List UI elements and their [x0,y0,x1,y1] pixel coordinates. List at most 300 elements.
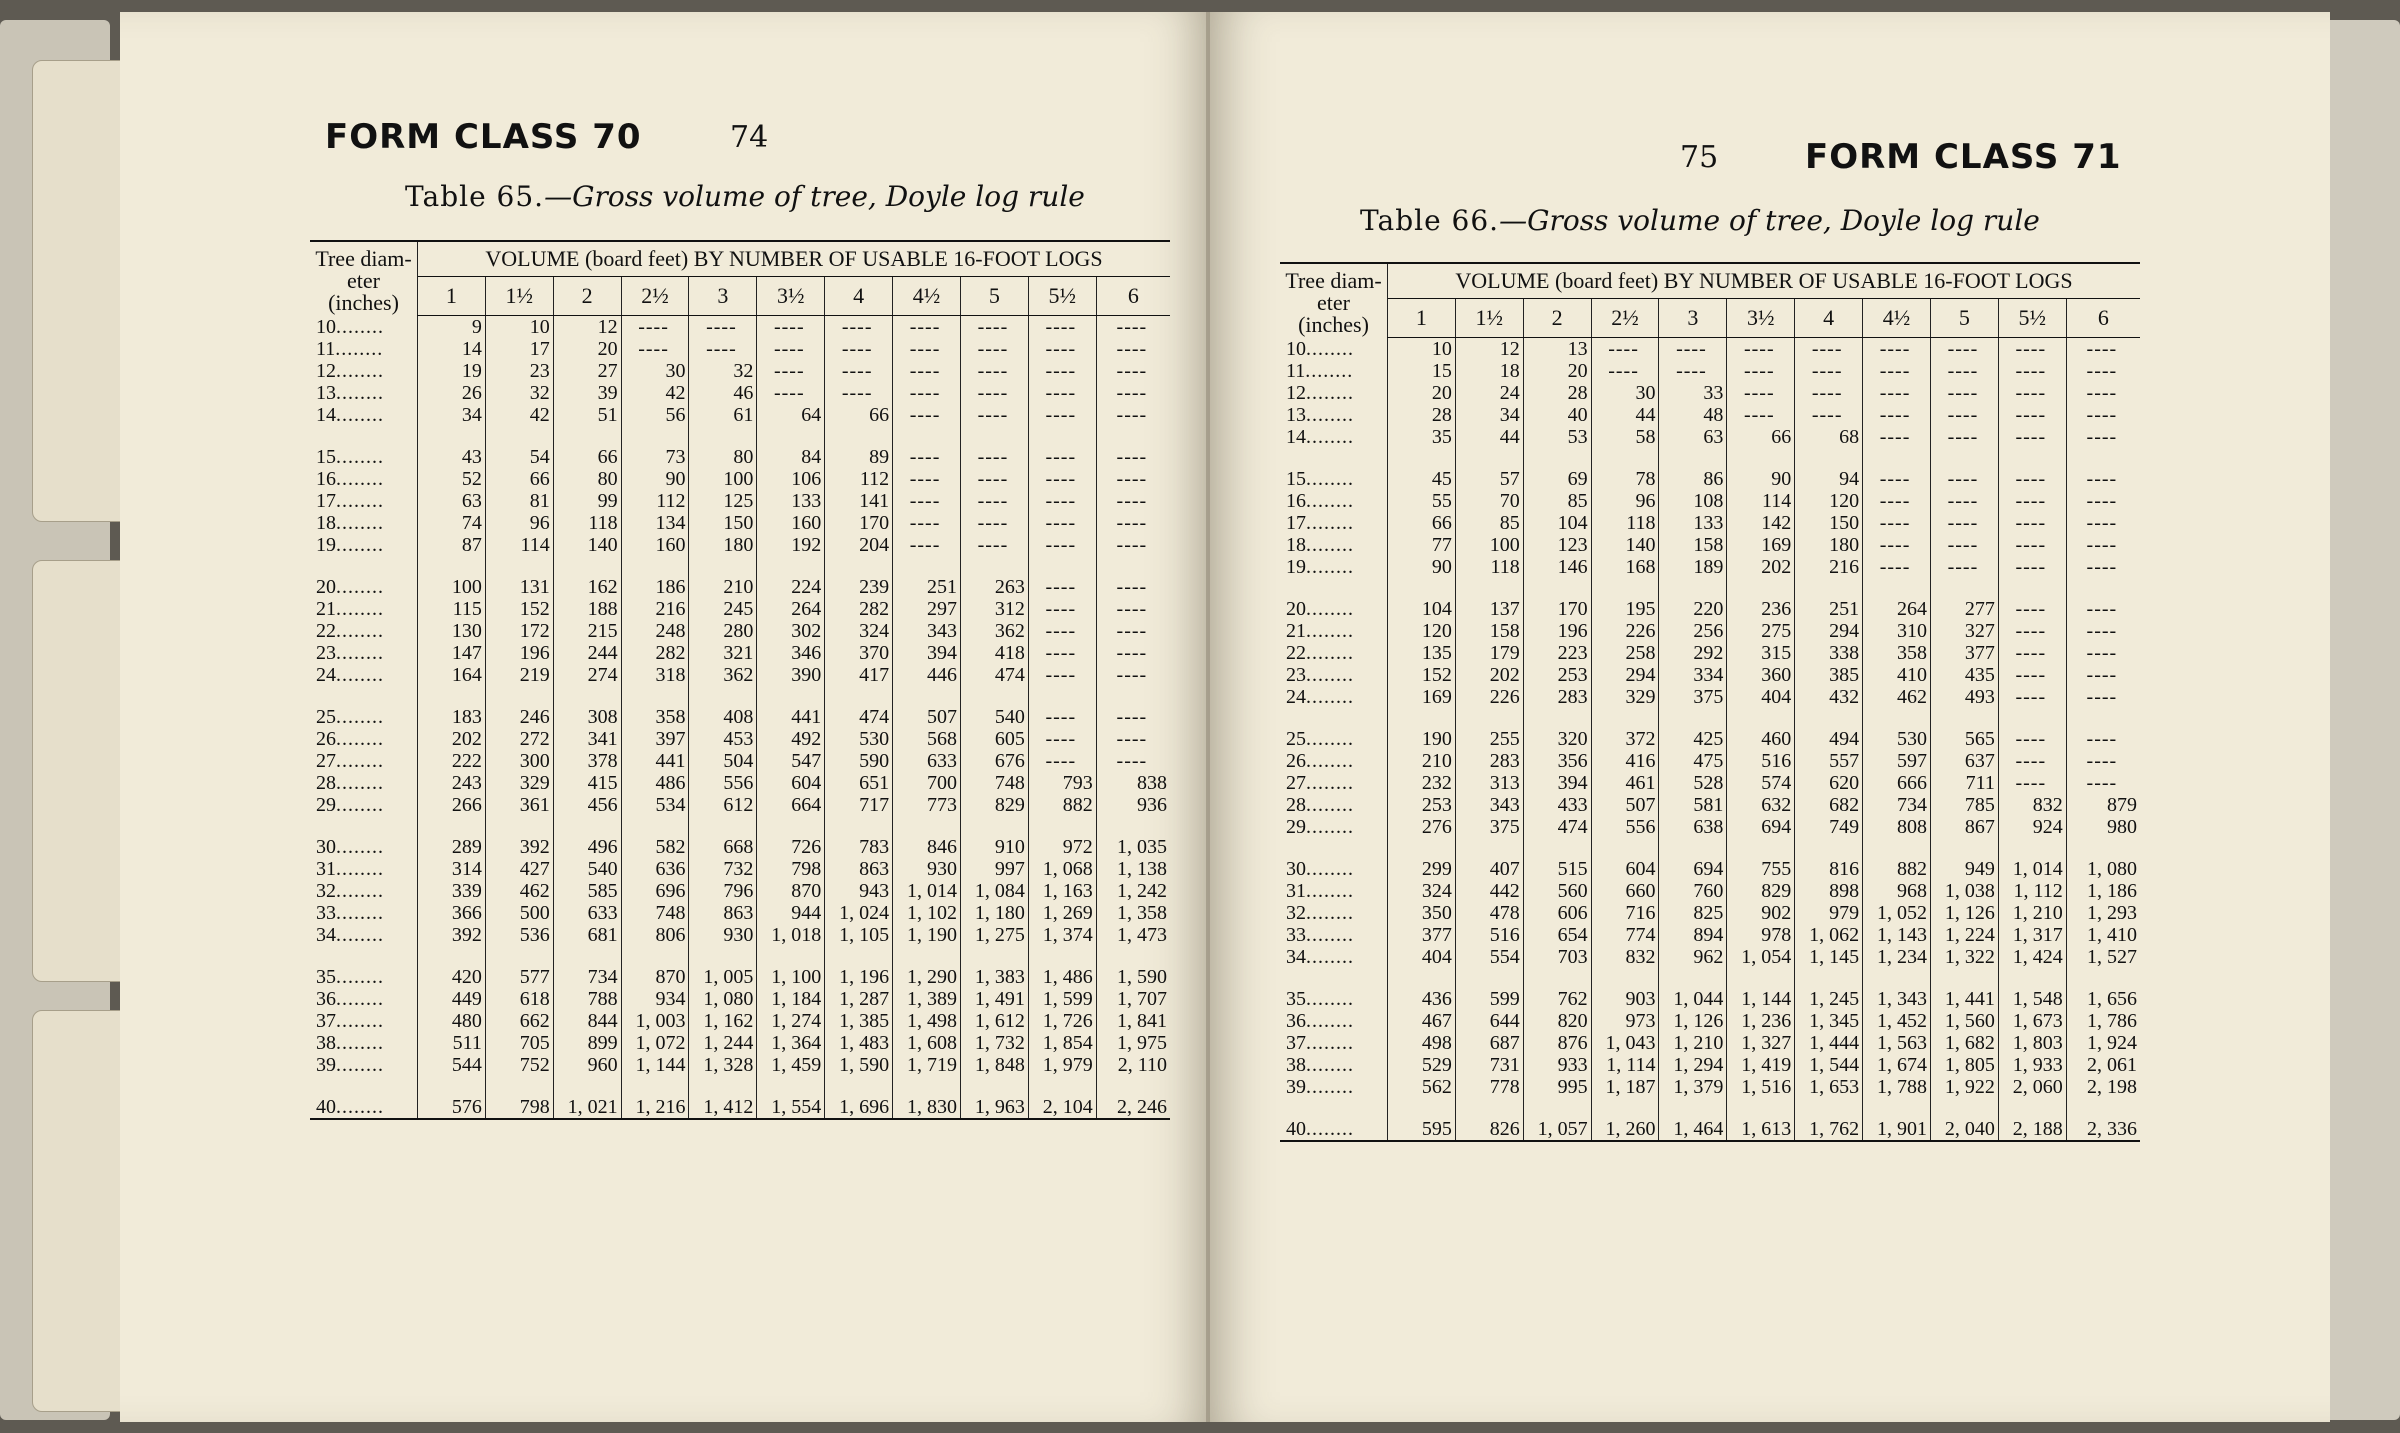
volume-cell: ---- [1028,664,1096,686]
volume-cell: ---- [960,382,1028,404]
volume-cell: 1, 105 [825,924,893,946]
table-row [310,446,1170,468]
column-header-volume: VOLUME (board feet) BY NUMBER OF USABLE 16-FOOT LOGS [1387,263,2140,299]
volume-cell: ---- [1998,512,2066,534]
volume-cell: 168 [1591,556,1659,578]
table-row [310,880,1170,902]
volume-cell: 1, 317 [1998,924,2066,946]
volume-cell: ---- [893,360,961,382]
volume-cell: 496 [553,836,621,858]
leader-dots: ........ [336,1054,384,1076]
volume-cell: 170 [1523,598,1591,620]
volume-cell: 1, 100 [757,966,825,988]
spacer-cell [689,946,757,966]
volume-cell: 1, 084 [960,880,1028,902]
volume-cell: 204 [825,534,893,556]
table-row [310,706,1170,728]
spacer-cell [1591,838,1659,858]
volume-cell: ---- [1028,360,1096,382]
volume-cell: ---- [1998,468,2066,490]
volume-cell: 1, 673 [1998,1010,2066,1032]
volume-cell: 26 [417,382,485,404]
volume-cell: 86 [1659,468,1727,490]
spacer-cell [1387,448,1455,468]
volume-cell: 1, 788 [1863,1076,1931,1098]
volume-cell: 788 [553,988,621,1010]
volume-cell: 1, 145 [1795,946,1863,968]
diameter-cell: 16........ [1286,490,1354,512]
diameter-cell: 23........ [1286,664,1354,686]
volume-cell: 314 [417,858,485,880]
volume-cell: ---- [1795,382,1863,404]
volume-cell: 14 [417,338,485,360]
spacer-cell [757,426,825,446]
volume-cell: 1, 707 [1096,988,1170,1010]
spacer-cell [1455,838,1523,858]
spacer-cell [1280,578,1387,598]
table-row [1280,404,2140,426]
diameter-cell: 27........ [1286,772,1354,794]
spacer-cell [825,686,893,706]
volume-cell: ---- [621,316,689,339]
volume-cell: 726 [757,836,825,858]
leader-dots: ........ [336,988,384,1010]
volume-cell: 216 [1795,556,1863,578]
volume-cell: 90 [1727,468,1795,490]
volume-cell: 838 [1096,772,1170,794]
volume-cell: 81 [485,490,553,512]
volume-cell: 246 [485,706,553,728]
leader-dots: ........ [1306,1032,1354,1054]
spacer-cell [417,686,485,706]
volume-cell: 222 [417,750,485,772]
log-number-header: 1½ [485,277,553,316]
volume-cell: 68 [1795,426,1863,448]
volume-cell: 1, 444 [1795,1032,1863,1054]
spacer-cell [825,426,893,446]
log-number-header: 1 [1387,299,1455,338]
volume-cell: 1, 560 [1930,1010,1998,1032]
volume-cell: ---- [2066,512,2140,534]
volume-cell: 660 [1591,880,1659,902]
diameter-cell: 34........ [1286,946,1354,968]
spacer-cell [1795,578,1863,598]
spacer-cell [1659,1098,1727,1118]
volume-cell: 394 [1523,772,1591,794]
table-row [1280,534,2140,556]
volume-cell: 703 [1523,946,1591,968]
volume-cell: 1, 180 [960,902,1028,924]
volume-cell: 1, 003 [621,1010,689,1032]
volume-cell: 1, 674 [1863,1054,1931,1076]
volume-cell: ---- [1930,360,1998,382]
volume-cell: 1, 830 [893,1096,961,1119]
spacer-cell [1930,578,1998,598]
volume-cell: 253 [1387,794,1455,816]
volume-cell: 581 [1659,794,1727,816]
volume-cell: 504 [689,750,757,772]
volume-cell: 474 [1523,816,1591,838]
volume-cell: 253 [1523,664,1591,686]
volume-cell: ---- [1795,360,1863,382]
volume-cell: 1, 224 [1930,924,1998,946]
table-row [310,534,1170,556]
volume-cell: 255 [1455,728,1523,750]
volume-cell: ---- [1727,338,1795,361]
volume-cell: 530 [1863,728,1931,750]
volume-cell: 189 [1659,556,1727,578]
volume-cell: 358 [1863,642,1931,664]
volume-cell: 1, 112 [1998,880,2066,902]
volume-cell: ---- [1998,490,2066,512]
volume-cell: 87 [417,534,485,556]
volume-cell: 20 [1523,360,1591,382]
table-row [310,316,1170,339]
spacer-cell [757,556,825,576]
volume-cell: 1, 419 [1727,1054,1795,1076]
log-number-header: 2 [1523,299,1591,338]
volume-cell: 435 [1930,664,1998,686]
volume-cell: 973 [1591,1010,1659,1032]
volume-cell: 511 [417,1032,485,1054]
diameter-cell: 16........ [316,468,384,490]
volume-cell: 1, 590 [1096,966,1170,988]
volume-cell: ---- [757,316,825,339]
volume-cell: 48 [1659,404,1727,426]
volume-cell: ---- [2066,620,2140,642]
volume-cell: 1, 805 [1930,1054,1998,1076]
volume-cell: 574 [1727,772,1795,794]
table-row [310,1010,1170,1032]
volume-cell: ---- [893,338,961,360]
volume-cell: 1, 294 [1659,1054,1727,1076]
volume-cell: ---- [825,338,893,360]
log-number-header: 6 [2066,299,2140,338]
leader-dots: ........ [1306,794,1354,816]
volume-cell: 870 [621,966,689,988]
volume-cell: 968 [1863,880,1931,902]
volume-cell: 705 [485,1032,553,1054]
volume-cell: 377 [1930,642,1998,664]
volume-cell: 936 [1096,794,1170,816]
volume-cell: 360 [1727,664,1795,686]
log-number-header: 3 [689,277,757,316]
spacer-cell [1523,448,1591,468]
volume-cell: 100 [417,576,485,598]
volume-cell: 334 [1659,664,1727,686]
spacer-cell [2066,838,2140,858]
volume-cell: 1, 163 [1028,880,1096,902]
volume-cell: 694 [1727,816,1795,838]
volume-cell: 1, 441 [1930,988,1998,1010]
diameter-cell: 39........ [316,1054,384,1076]
volume-cell: 158 [1659,534,1727,556]
volume-cell: 1, 021 [553,1096,621,1119]
volume-cell: 150 [689,512,757,534]
volume-cell: 978 [1727,924,1795,946]
volume-cell: 80 [553,468,621,490]
volume-cell: 43 [417,446,485,468]
volume-cell: ---- [1096,338,1170,360]
volume-cell: 1, 035 [1096,836,1170,858]
spacer-cell [825,556,893,576]
volume-cell: 654 [1523,924,1591,946]
diameter-cell: 30........ [1286,858,1354,880]
spacer-cell [960,686,1028,706]
volume-cell: 493 [1930,686,1998,708]
volume-cell: 1, 563 [1863,1032,1931,1054]
group-spacer [310,556,1170,576]
volume-cell: 1, 385 [825,1010,893,1032]
volume-cell: 245 [689,598,757,620]
volume-cell: 1, 486 [1028,966,1096,988]
spacer-cell [1863,838,1931,858]
diameter-cell: 26........ [1286,750,1354,772]
volume-cell: ---- [1727,360,1795,382]
volume-cell: 135 [1387,642,1455,664]
table-row [1280,924,2140,946]
leader-dots: ........ [1306,642,1354,664]
volume-cell: 902 [1727,902,1795,924]
volume-cell: 540 [553,858,621,880]
volume-cell: 1, 043 [1591,1032,1659,1054]
volume-cell: 760 [1659,880,1727,902]
volume-cell: 9 [417,316,485,339]
volume-cell: 137 [1455,598,1523,620]
volume-cell: 1, 293 [2066,902,2140,924]
volume-cell: 536 [485,924,553,946]
volume-table [1280,262,2140,1142]
page-number: 75 [1680,140,1719,175]
volume-cell: 1, 410 [2066,924,2140,946]
diameter-cell: 38........ [1286,1054,1354,1076]
diameter-cell: 20........ [316,576,384,598]
volume-cell: ---- [2066,468,2140,490]
volume-cell: 215 [553,620,621,642]
volume-cell: ---- [689,338,757,360]
spacer-cell [553,556,621,576]
diameter-cell: 15........ [316,446,384,468]
volume-cell: 1, 726 [1028,1010,1096,1032]
diameter-cell: 13........ [316,382,384,404]
volume-cell: 1, 126 [1930,902,1998,924]
leader-dots: ........ [336,902,384,924]
spacer-cell [621,946,689,966]
volume-cell: 1, 005 [689,966,757,988]
volume-cell: 276 [1387,816,1455,838]
volume-cell: 392 [417,924,485,946]
volume-cell: 223 [1523,642,1591,664]
leader-dots: ........ [1306,750,1354,772]
volume-cell: 20 [1387,382,1455,404]
table-label: Table 66. [1360,204,1500,237]
volume-cell: 529 [1387,1054,1455,1076]
spacer-cell [2066,968,2140,988]
spacer-cell [1863,448,1931,468]
diameter-cell: 30........ [316,836,384,858]
spacer-cell [1523,578,1591,598]
index-tab [32,560,134,982]
volume-cell: ---- [1930,490,1998,512]
log-number-header-row [1280,299,2140,338]
volume-cell: 1, 328 [689,1054,757,1076]
diameter-cell: 35........ [316,966,384,988]
volume-cell: 1, 452 [1863,1010,1931,1032]
volume-cell: 798 [485,1096,553,1119]
spacer-cell [1659,448,1727,468]
diameter-cell: 21........ [1286,620,1354,642]
leader-dots: ........ [1306,404,1354,426]
log-number-header: 5½ [1998,299,2066,338]
leader-dots: ........ [1306,337,1354,360]
volume-cell: 972 [1028,836,1096,858]
volume-cell: 516 [1727,750,1795,772]
volume-cell: 89 [825,446,893,468]
volume-cell: ---- [2066,382,2140,404]
right-page [1210,12,2330,1422]
diameter-cell: 25........ [1286,728,1354,750]
spacer-cell [2066,578,2140,598]
volume-cell: 417 [825,664,893,686]
volume-cell: 324 [1387,880,1455,902]
spacer-cell [310,686,417,706]
volume-cell: ---- [960,404,1028,426]
volume-cell: 289 [417,836,485,858]
volume-cell: ---- [1096,468,1170,490]
diameter-cell: 40........ [1280,1118,1387,1141]
volume-cell: 420 [417,966,485,988]
volume-cell: 258 [1591,642,1659,664]
spacer-cell [960,426,1028,446]
volume-cell: 66 [1727,426,1795,448]
leader-dots: ........ [1306,924,1354,946]
log-number-header: 2½ [621,277,689,316]
spacer-cell [1998,1098,2066,1118]
volume-cell: 1, 044 [1659,988,1727,1010]
table-row [310,382,1170,404]
volume-cell: 832 [1998,794,2066,816]
spacer-cell [893,816,961,836]
volume-cell: ---- [825,360,893,382]
spacer-cell [689,816,757,836]
volume-cell: 1, 190 [893,924,961,946]
diameter-cell: 20........ [1286,598,1354,620]
volume-cell: 467 [1387,1010,1455,1032]
volume-cell: 147 [417,642,485,664]
log-number-header: 5½ [1028,277,1096,316]
volume-cell: 863 [689,902,757,924]
volume-cell: 863 [825,858,893,880]
leader-dots: ........ [336,858,384,880]
volume-cell: 1, 242 [1096,880,1170,902]
spacer-cell [310,816,417,836]
volume-cell: 2, 061 [2066,1054,2140,1076]
volume-cell: 282 [621,642,689,664]
volume-cell: 362 [689,664,757,686]
volume-cell: 210 [689,576,757,598]
table-row [1280,360,2140,382]
volume-cell: 180 [689,534,757,556]
volume-cell: 1, 186 [2066,880,2140,902]
volume-cell: 346 [757,642,825,664]
diameter-cell: 11........ [316,338,384,360]
diameter-cell: 27........ [316,750,384,772]
diameter-cell: 12........ [1286,382,1354,404]
volume-cell: ---- [689,316,757,339]
group-spacer [1280,968,2140,988]
volume-cell: 1, 613 [1727,1118,1795,1141]
group-spacer [1280,448,2140,468]
volume-cell: 1, 234 [1863,946,1931,968]
volume-cell: ---- [1863,512,1931,534]
volume-cell: 1, 054 [1727,946,1795,968]
spacer-cell [1387,578,1455,598]
table-body [1280,338,2140,1142]
diameter-cell: 19........ [1286,556,1354,578]
volume-cell: ---- [1096,664,1170,686]
table-row [1280,1118,2140,1141]
volume-cell: 1, 544 [1795,1054,1863,1076]
volume-cell: 595 [1387,1118,1455,1141]
volume-cell: 441 [621,750,689,772]
volume-cell: 61 [689,404,757,426]
volume-cell: ---- [1863,556,1931,578]
volume-cell: ---- [2066,556,2140,578]
volume-cell: 633 [893,750,961,772]
volume-cell: 80 [689,446,757,468]
leader-dots: ........ [336,620,384,642]
volume-cell: 1, 459 [757,1054,825,1076]
volume-cell: ---- [893,404,961,426]
volume-cell: 100 [1455,534,1523,556]
log-number-header: 4 [825,277,893,316]
group-spacer [1280,708,2140,728]
volume-cell: 618 [485,988,553,1010]
spacer-cell [485,816,553,836]
table-row [310,642,1170,664]
table-row [1280,642,2140,664]
spacer-cell [310,426,417,446]
volume-cell: 711 [1930,772,1998,794]
volume-cell: 1, 014 [1998,858,2066,880]
volume-cell: 696 [621,880,689,902]
volume-cell: ---- [1096,534,1170,556]
diameter-cell: 36........ [316,988,384,1010]
volume-cell: 283 [1455,750,1523,772]
volume-cell: 256 [1659,620,1727,642]
volume-cell: 734 [553,966,621,988]
table-row [310,966,1170,988]
volume-cell: 577 [485,966,553,988]
column-header-diameter: Tree diam- eter (inches) [1280,263,1387,338]
volume-cell: 446 [893,664,961,686]
log-number-header: 1½ [1455,299,1523,338]
spacer-cell [1659,578,1727,598]
volume-cell: 78 [1591,468,1659,490]
volume-cell: ---- [1096,316,1170,339]
spacer-cell [1795,1098,1863,1118]
spacer-cell [960,1076,1028,1096]
log-number-header: 2 [553,277,621,316]
spacer-cell [1387,1098,1455,1118]
leader-dots: ........ [336,664,384,686]
volume-cell: 612 [689,794,757,816]
volume-cell: 329 [485,772,553,794]
volume-cell: 441 [757,706,825,728]
spacer-cell [1455,448,1523,468]
volume-cell: 478 [1455,902,1523,924]
volume-cell: 644 [1455,1010,1523,1032]
